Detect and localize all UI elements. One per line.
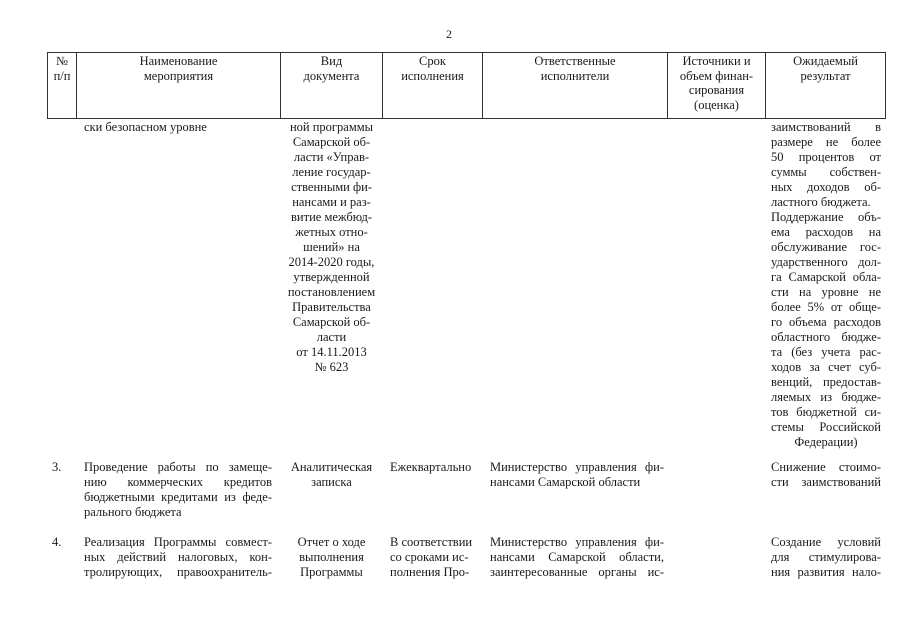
header-name: Наименование мероприятия [139, 54, 218, 83]
row0-name: ски безопасном уровне [84, 120, 207, 134]
row0-result: заимствований в размере не более 50 процентов от суммы собствен- ных доходов об- ластного бюджета. Поддержание объ- ема расходов на обслуживание гос- ударственного дол- га Самарской обла- сти на уровне не более 5% от обще- го объема расходов областного бюдже- та (без учета рас- ходов за счет суб- венций, предостав- ляемых из бюдже- тов бюджетной си- стемы Российской Федерации) [771, 120, 881, 449]
row2-result: Создание условий для стимулирова- ния развития нало- [771, 535, 881, 579]
header-deadline: Срок исполнения [401, 54, 464, 83]
row1-num: 3. [52, 460, 62, 474]
header-top-border [47, 52, 886, 53]
col-border-7 [885, 52, 886, 119]
row1-deadline: Ежеквартально [390, 460, 472, 474]
row2-doc-type: Отчет о ходе выполнения Программы [297, 535, 366, 579]
row1-doc-type: Аналитическая записка [290, 460, 373, 489]
row2-num: 4. [52, 535, 62, 549]
header-responsible: Ответственные исполнители [534, 54, 616, 83]
header-doc-type: Вид документа [303, 54, 360, 83]
row2-deadline: В соответствии со сроками ис- полнения Про- [390, 535, 473, 579]
row1-name: Проведение работы по замеще- нию коммерческих кредитов бюджетными кредитами из феде- рального бюджета [84, 460, 272, 519]
page-number: 2 [446, 27, 452, 41]
header-bottom-border [47, 118, 886, 119]
row2-name: Реализация Программы совмест- ных действий налоговых, кон- тролирующих, правоохранитель- [84, 535, 272, 579]
row1-result: Снижение стоимо- сти заимствований [771, 460, 881, 489]
row2-responsible: Министерство управления фи- нансами Самарской области, заинтересованные органы ис- [490, 535, 664, 579]
row1-responsible: Министерство управления фи- нансами Самарской области [490, 460, 664, 489]
header-num: № п/п [53, 54, 71, 83]
header-result: Ожидаемый результат [793, 54, 858, 83]
row0-doc-type: ной программы Самарской об- ласти «Управ- ление государ- ственными фи- нансами и раз- витие межбюд- жетных отно- шений» на 2014-2020 годы, утвержденной постановлением Правительства Самарской об- ласти от 14.11.2013 № 623 [287, 120, 376, 374]
header-funding: Источники и объем финан- сирования (оценка) [679, 54, 754, 112]
